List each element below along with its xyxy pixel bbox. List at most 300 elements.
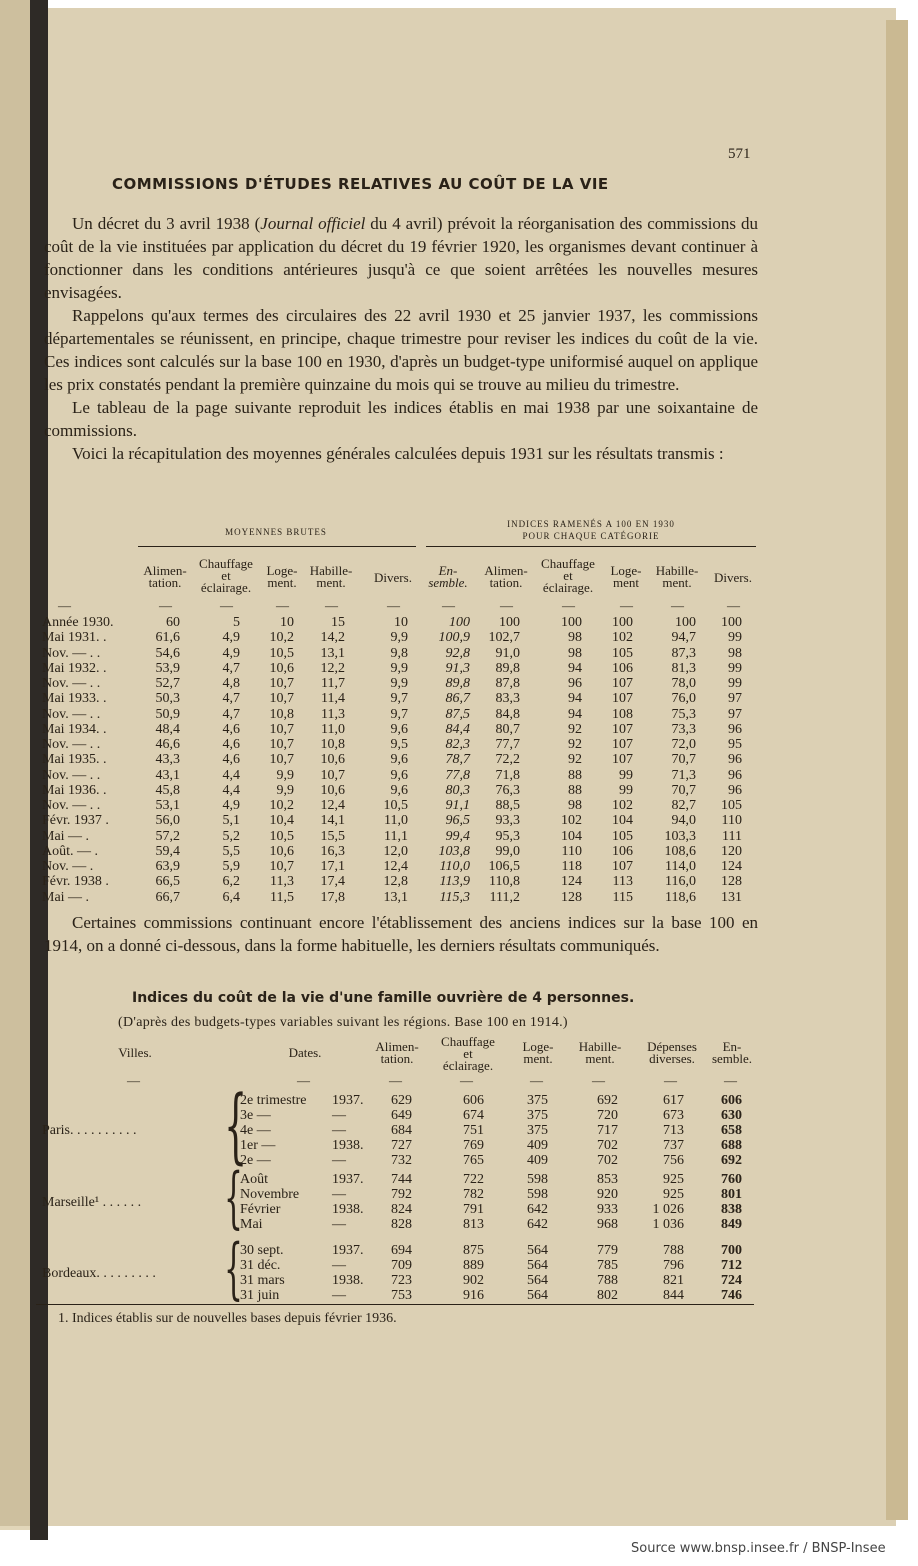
date-cell: Février [240, 1202, 281, 1217]
column-rule: — [127, 1073, 140, 1088]
table1-cell: 11,3 [321, 706, 345, 722]
row-label: Févr. 1937 . [42, 813, 109, 829]
table2-col-header: En- semble. [711, 1039, 753, 1066]
table1-cell: 93,3 [495, 813, 520, 829]
city-label: Bordeaux. . . . . . . . . [42, 1265, 156, 1281]
table1-cell: 107 [612, 752, 633, 768]
year-cell: 1937. [332, 1243, 364, 1258]
table2-cell: 564 [527, 1273, 548, 1288]
table1-cell: 72,2 [495, 752, 520, 768]
table1-cell: 11,0 [321, 721, 345, 737]
table1-cell: 4,6 [222, 737, 240, 752]
table2-cell: 753 [391, 1288, 412, 1303]
table2-cell: 788 [597, 1273, 618, 1288]
table2-col-header: Dépenses diverses. [647, 1039, 697, 1066]
table1-cell: 131 [721, 889, 742, 905]
table1-cell: 11,1 [384, 828, 408, 844]
table1-cell: 84,8 [495, 706, 520, 722]
column-rule: — [671, 598, 684, 613]
table1-cell: 102,7 [488, 630, 520, 646]
table1-cell: 13,1 [383, 889, 408, 905]
table1-cell: 80,3 [445, 782, 470, 798]
column-rule: — [460, 1073, 473, 1088]
table2-cell: 375 [527, 1123, 548, 1138]
table1-cell: 12,2 [320, 660, 345, 676]
table1-cell: 107 [612, 691, 633, 707]
table1-cell: 99 [619, 782, 633, 798]
table1-cell: 76,3 [495, 782, 520, 798]
table2-cell: 875 [463, 1243, 484, 1258]
year-cell: — [332, 1108, 346, 1123]
table1-cell: 10,6 [269, 660, 294, 676]
row-label: Mai 1936. . [42, 782, 107, 798]
table2-cell: 712 [721, 1258, 742, 1273]
table1-cell: 10,2 [269, 798, 294, 813]
table1-cell: 17,4 [320, 874, 345, 890]
table2-cell: 606 [463, 1093, 484, 1108]
table2-cell: 375 [527, 1093, 548, 1108]
table2-cell: 617 [663, 1093, 684, 1108]
table1-cell: 92 [568, 721, 582, 737]
table1-cell: 11,5 [270, 889, 294, 905]
table2-cell: 694 [391, 1243, 412, 1258]
table2-col-header: Loge- ment. [522, 1039, 554, 1066]
table1-cell: 96,5 [445, 813, 470, 829]
column-rule: — [220, 598, 233, 613]
table1-cell: 4,4 [222, 767, 240, 783]
row-label: Mai — . [42, 889, 90, 905]
table1-cell: 14,2 [320, 630, 345, 646]
year-cell: 1937. [332, 1093, 364, 1108]
table1-cell: 84,4 [445, 721, 470, 737]
column-rule: — [325, 598, 338, 613]
table1-cell: 97 [728, 706, 742, 722]
table2-cell: 732 [391, 1153, 412, 1168]
table1-cell: 5 [233, 615, 240, 630]
table2-cell: 785 [597, 1258, 618, 1273]
table2-cell: 630 [721, 1108, 742, 1123]
table1-cell: 10,7 [269, 859, 294, 874]
city-label: Paris. . . . . . . . . . [42, 1123, 137, 1138]
table1-cell: 10,7 [269, 676, 294, 691]
table1-cell: 11,7 [321, 676, 345, 691]
table1-cell: 66,5 [155, 874, 180, 890]
column-rule: — [297, 1073, 310, 1088]
table1-cell: 107 [612, 859, 633, 874]
table1-cell: 111 [722, 828, 742, 844]
table1-cell: 9,6 [390, 767, 408, 783]
table1-cell: 63,9 [155, 859, 180, 874]
row-label: Mai 1935. . [42, 752, 107, 768]
table2-cell: 702 [597, 1138, 618, 1153]
table2-cell: 760 [721, 1172, 742, 1187]
table1-cell: 4,6 [222, 721, 240, 737]
table1-cell: 103,3 [664, 828, 696, 844]
year-cell: 1937. [332, 1172, 364, 1187]
table2-col-header: Habille- ment. [578, 1039, 622, 1066]
column-rule: — [620, 598, 633, 613]
table1-cell: 4,9 [222, 630, 240, 646]
table2-cell: 889 [463, 1258, 484, 1273]
table1-cell: 14,1 [320, 813, 345, 829]
table1-cell: 10,7 [269, 737, 294, 752]
paragraph-3: Le tableau de la page suivante reproduit les indices établis en mai 1938 par une soixantaine de commissions. [44, 398, 758, 440]
table2-cell: 674 [463, 1108, 484, 1123]
table1-cell: 124 [561, 874, 582, 890]
row-label: Août. — . [42, 843, 98, 859]
group-brace: { [224, 1159, 243, 1236]
column-rule: — [530, 1073, 543, 1088]
table1-cell: 10,6 [320, 752, 345, 768]
table2-cell: 813 [463, 1217, 484, 1232]
table1-cell: 17,1 [320, 859, 345, 874]
table2-cell: 765 [463, 1153, 484, 1168]
table1-cell: 15,5 [320, 828, 345, 844]
group-brace: { [224, 1230, 243, 1307]
table2-cell: 916 [463, 1288, 484, 1303]
row-label: Mai — . [42, 828, 90, 844]
table2-cell: 788 [663, 1243, 684, 1258]
group-brace-index [426, 546, 756, 555]
table1-cell: 115,3 [439, 889, 470, 905]
footnote: 1. Indices établis sur de nouvelles bases depuis février 1936. [58, 1311, 397, 1326]
table1-col-header: Habille- ment. [655, 563, 699, 590]
table2-cell: 769 [463, 1138, 484, 1153]
table1-cell: 48,4 [155, 721, 180, 737]
table1-cell: 89,8 [495, 660, 520, 676]
table1-cell: 100 [561, 615, 582, 630]
table2-cell: 838 [721, 1202, 742, 1217]
column-rule: — [389, 1073, 402, 1088]
table1-cell: 9,5 [390, 737, 408, 752]
table1-col-header: Divers. [714, 570, 752, 585]
table1-cell: 82,7 [671, 798, 696, 813]
table1-cell: 99,4 [445, 828, 470, 844]
table1-cell: 106 [612, 843, 633, 859]
table1-cell: 10,6 [269, 843, 294, 859]
table1-cell: 118,6 [665, 889, 696, 905]
table2-cell: 684 [391, 1123, 412, 1138]
column-rule: — [664, 1073, 677, 1088]
table1-cell: 4,7 [222, 660, 240, 676]
row-label: Année 1930. [42, 615, 114, 630]
table1-cell: 128 [561, 889, 582, 905]
table2-col-header: Chauffage et éclairage. [441, 1034, 495, 1073]
table1-cell: 60 [166, 615, 180, 630]
table1-cell: 50,3 [155, 691, 180, 707]
table1-cell: 105 [612, 828, 633, 844]
column-rule: — [592, 1073, 605, 1088]
date-cell: 1er — [240, 1138, 276, 1153]
table1-cell: 88 [568, 767, 582, 783]
table1-cell: 99 [728, 630, 742, 646]
table1-cell: 128 [721, 874, 742, 890]
table1-cell: 10,7 [269, 691, 294, 707]
table1-col-header: Loge- ment [610, 563, 642, 590]
table1-cell: 10,7 [320, 767, 345, 783]
table2-cell: 791 [463, 1202, 484, 1217]
row-label: Févr. 1938 . [42, 874, 109, 890]
paragraph-1: Un décret du 3 avril 1938 (Journal officiel du 4 avril) prévoit la réorganisation des commissions du coût de la vie instituées par application du décret du 19 février 1920, les organismes devant continuer à fonctionner dans les conditions antérieures jusqu'à ce que soient arrêtées les nouvelles mesures envisagées. [44, 214, 758, 302]
table2-cell: 658 [721, 1123, 742, 1138]
row-label: Nov. — . . [42, 798, 101, 813]
year-cell: — [332, 1217, 346, 1232]
table1-cell: 102 [612, 798, 633, 813]
table1-cell: 10,7 [269, 752, 294, 768]
table1-cell: 45,8 [155, 782, 180, 798]
table2-cell: 756 [663, 1153, 684, 1168]
table1-col-header: Chauffage et éclairage. [199, 556, 253, 595]
table1-cell: 100 [499, 615, 520, 630]
group-header-index-line1: INDICES RAMENÉS A 100 EN 1930 [507, 519, 675, 529]
table1-cell: 120 [721, 843, 742, 859]
table1-cell: 100,9 [438, 630, 470, 646]
row-label: Nov. — . . [42, 767, 101, 783]
table1-col-header: Habille- ment. [309, 563, 353, 590]
table2-cell: 700 [721, 1243, 742, 1258]
table1-cell: 73,3 [671, 721, 696, 737]
year-cell: — [332, 1123, 346, 1138]
table1-cell: 10,2 [269, 630, 294, 646]
table1-cell: 53,1 [155, 798, 180, 813]
column-rule: — [724, 1073, 737, 1088]
table1-cell: 4,6 [222, 752, 240, 768]
table1-cell: 9,8 [390, 645, 408, 661]
table1-cell: 10,6 [320, 782, 345, 798]
year-cell: 1938. [332, 1202, 364, 1217]
table1-cell: 4,9 [222, 798, 240, 813]
table1-col-header: Chauffage et éclairage. [541, 556, 595, 595]
table1-cell: 9,9 [390, 660, 408, 676]
table1-cell: 50,9 [155, 706, 180, 722]
group-header-index-line2: POUR CHAQUE CATÉGORIE [522, 531, 660, 541]
table1-cell: 100 [675, 615, 696, 630]
table1-cell: 71,8 [495, 767, 520, 783]
table1-cell: 71,3 [671, 767, 696, 783]
group-brace: { [224, 1079, 248, 1173]
table1-cell: 105 [612, 645, 633, 661]
table1-cell: 113 [612, 874, 633, 890]
date-cell: Août [240, 1172, 268, 1187]
date-cell: 3e — [240, 1108, 271, 1123]
table1-cell: 9,6 [390, 752, 408, 768]
table1-cell: 106 [612, 660, 633, 676]
table2-cell: 782 [463, 1187, 484, 1202]
row-label: Mai 1934. . [42, 721, 107, 737]
table1-cell: 96 [728, 752, 742, 768]
table1-cell: 110 [561, 843, 582, 859]
page-number: 571 [728, 146, 751, 162]
table1-cell: 83,3 [495, 691, 520, 707]
table1-cell: 9,9 [276, 782, 294, 798]
table2-cell: 925 [663, 1172, 684, 1187]
table2-col-header: Villes. [118, 1045, 152, 1060]
table2-cell: 642 [527, 1217, 548, 1232]
table1-cell: 9,6 [390, 721, 408, 737]
intro-text [44, 212, 758, 465]
table2-cell: 688 [721, 1138, 742, 1153]
row-label: Nov. — . . [42, 676, 101, 691]
table2-col-header: Dates. [288, 1045, 322, 1060]
table1-cell: 70,7 [671, 782, 696, 798]
table2-cell: 673 [663, 1108, 684, 1123]
table2-cell: 751 [463, 1123, 484, 1138]
table1-cell: 9,7 [390, 691, 408, 707]
table1-cell: 43,1 [155, 767, 180, 783]
date-cell: 31 déc. [240, 1258, 281, 1273]
year-cell: — [332, 1258, 346, 1273]
table1-cell: 98 [568, 798, 582, 813]
table2-cell: 727 [391, 1138, 412, 1153]
table1-cell: 43,3 [155, 752, 180, 768]
table1-cell: 9,7 [390, 706, 408, 722]
table1-cell: 46,6 [155, 737, 180, 752]
table1-cell: 113,9 [439, 874, 470, 890]
table1-cell: 5,9 [222, 859, 240, 874]
table1-col-header: Loge- ment. [266, 563, 298, 590]
year-cell: — [332, 1153, 346, 1168]
table1-cell: 12,0 [383, 843, 408, 859]
table2-cell: 801 [721, 1187, 742, 1202]
table1-cell: 99 [728, 660, 742, 676]
table1-cell: 4,4 [222, 782, 240, 798]
column-rule: — [442, 598, 455, 613]
footnote-rule [36, 1304, 754, 1305]
table1-cell: 56,0 [155, 813, 180, 829]
date-cell: Novembre [240, 1187, 300, 1202]
table1-cell: 70,7 [671, 752, 696, 768]
table1-cell: 77,8 [445, 767, 470, 783]
table1-cell: 78,7 [445, 752, 470, 768]
table1-cell: 86,7 [445, 691, 470, 707]
table1-cell: 110 [721, 813, 742, 829]
column-rule: — [500, 598, 513, 613]
table1-cell: 100 [612, 615, 633, 630]
table2-cell: 724 [721, 1273, 742, 1288]
table1-cell: 5,2 [222, 828, 240, 844]
column-rule: — [58, 598, 71, 613]
group-brace-raw [138, 546, 416, 555]
table2-title: Indices du coût de la vie d'une famille ouvrière de 4 personnes. [132, 990, 635, 1006]
table2-cell: 792 [391, 1187, 412, 1202]
row-label: Nov. — . [42, 859, 94, 874]
table2-cell: 779 [597, 1243, 618, 1258]
table1-cell: 54,6 [155, 645, 180, 661]
table1-cell: 114,0 [665, 859, 696, 874]
table1-cell: 9,9 [390, 630, 408, 646]
table1-cell: 77,7 [495, 737, 520, 752]
table1-cell: 107 [612, 721, 633, 737]
table1-cell: 103,8 [438, 843, 470, 859]
group-header-raw: MOYENNES BRUTES [225, 527, 327, 537]
table1-cell: 66,7 [155, 889, 180, 905]
table1-cell: 11,3 [270, 874, 294, 890]
table1-col-header: Alimen- tation. [484, 563, 528, 590]
table1-cell: 110,8 [489, 874, 520, 890]
table2-cell: 920 [597, 1187, 618, 1202]
table2-cell: 844 [663, 1288, 684, 1303]
table1-cell: 87,5 [445, 706, 470, 722]
column-rule: — [159, 598, 172, 613]
date-cell: 30 sept. [240, 1243, 284, 1258]
row-label: Mai 1933. . [42, 691, 107, 707]
table1-cell: 96 [728, 767, 742, 783]
table1-cell: 89,8 [445, 676, 470, 691]
table2-cell: 933 [597, 1202, 618, 1217]
table1-cell: 4,9 [222, 645, 240, 661]
table1-cell: 53,9 [155, 660, 180, 676]
table1-cell: 10 [280, 615, 294, 630]
table1-cell: 6,2 [222, 874, 240, 890]
table1-cell: 5,5 [222, 843, 240, 859]
table2-cell: 723 [391, 1273, 412, 1288]
table2-cell: 824 [391, 1202, 412, 1217]
table1-cell: 10 [394, 615, 408, 630]
table2-cell: 722 [463, 1172, 484, 1187]
table2-cell: 598 [527, 1187, 548, 1202]
column-rule: — [387, 598, 400, 613]
row-label: Mai 1932. . [42, 660, 107, 676]
row-label: Nov. — . . [42, 737, 101, 752]
table2-cell: 717 [597, 1123, 618, 1138]
row-label: Mai 1931. . [42, 630, 107, 646]
table2-cell: 642 [527, 1202, 548, 1217]
table1-cell: 110,0 [439, 859, 470, 874]
table1-cell: 96 [728, 721, 742, 737]
table1-cell: 17,8 [320, 889, 345, 905]
table1-cell: 106,5 [488, 859, 520, 874]
table1-cell: 92 [568, 737, 582, 752]
table2-cell: 720 [597, 1108, 618, 1123]
table2-cell: 828 [391, 1217, 412, 1232]
table1-cell: 108,6 [664, 843, 696, 859]
table1-cell: 107 [612, 676, 633, 691]
table1-cell: 91,0 [495, 645, 520, 661]
table1-cell: 92 [568, 752, 582, 768]
table1-cell: 104 [561, 828, 582, 844]
table1-cell: 15 [331, 615, 345, 630]
table2-col-header: Alimen- tation. [375, 1039, 419, 1066]
table2-cell: 902 [463, 1273, 484, 1288]
table2-cell: 968 [597, 1217, 618, 1232]
table1-cell: 104 [612, 813, 633, 829]
table1-cell: 72,0 [671, 737, 696, 752]
table2-subtitle: (D'après des budgets-types variables suivant les régions. Base 100 en 1914.) [118, 1015, 568, 1030]
table2-cell: 702 [597, 1153, 618, 1168]
table1-cell: 78,0 [671, 676, 696, 691]
table1-cell: 111,2 [489, 889, 520, 905]
year-cell: 1938. [332, 1138, 364, 1153]
table1-cell: 116,0 [665, 874, 696, 890]
table1-cell: 11,4 [321, 691, 345, 707]
table2-cell: 629 [391, 1093, 412, 1108]
table1-cell: 96 [728, 782, 742, 798]
table1-cell: 97 [728, 691, 742, 707]
table2-cell: 802 [597, 1288, 618, 1303]
table1-cell: 99 [619, 767, 633, 783]
column-rule: — [276, 598, 289, 613]
table1-cell: 10,5 [383, 798, 408, 813]
paragraph-2: Rappelons qu'aux termes des circulaires des 22 avril 1930 et 25 janvier 1937, les commissions départementales se réunissent, en principe, chaque trimestre pour reviser les indices du coût de la vie. Ces indices sont calculés sur la base 100 en 1930, d'après un budget-type uniformisé auquel on applique les prix constatés pendant la première quinzaine du mois qui se trouve au milieu du trimestre. [44, 306, 758, 394]
paragraph-5: Certaines commissions continuant encore l'établissement des anciens indices sur la base 100 en 1914, on a donné ci-dessous, dans la forme habituelle, les derniers résultats communiqués. [44, 913, 758, 955]
table1-cell: 10,5 [269, 828, 294, 844]
table2-cell: 649 [391, 1108, 412, 1123]
city-label: Marseille¹ . . . . . . [42, 1194, 142, 1210]
table1-cell: 91,3 [445, 660, 470, 676]
table2-cell: 821 [663, 1273, 684, 1288]
table1-cell: 87,8 [495, 676, 520, 691]
table1-cell: 100 [721, 615, 742, 630]
